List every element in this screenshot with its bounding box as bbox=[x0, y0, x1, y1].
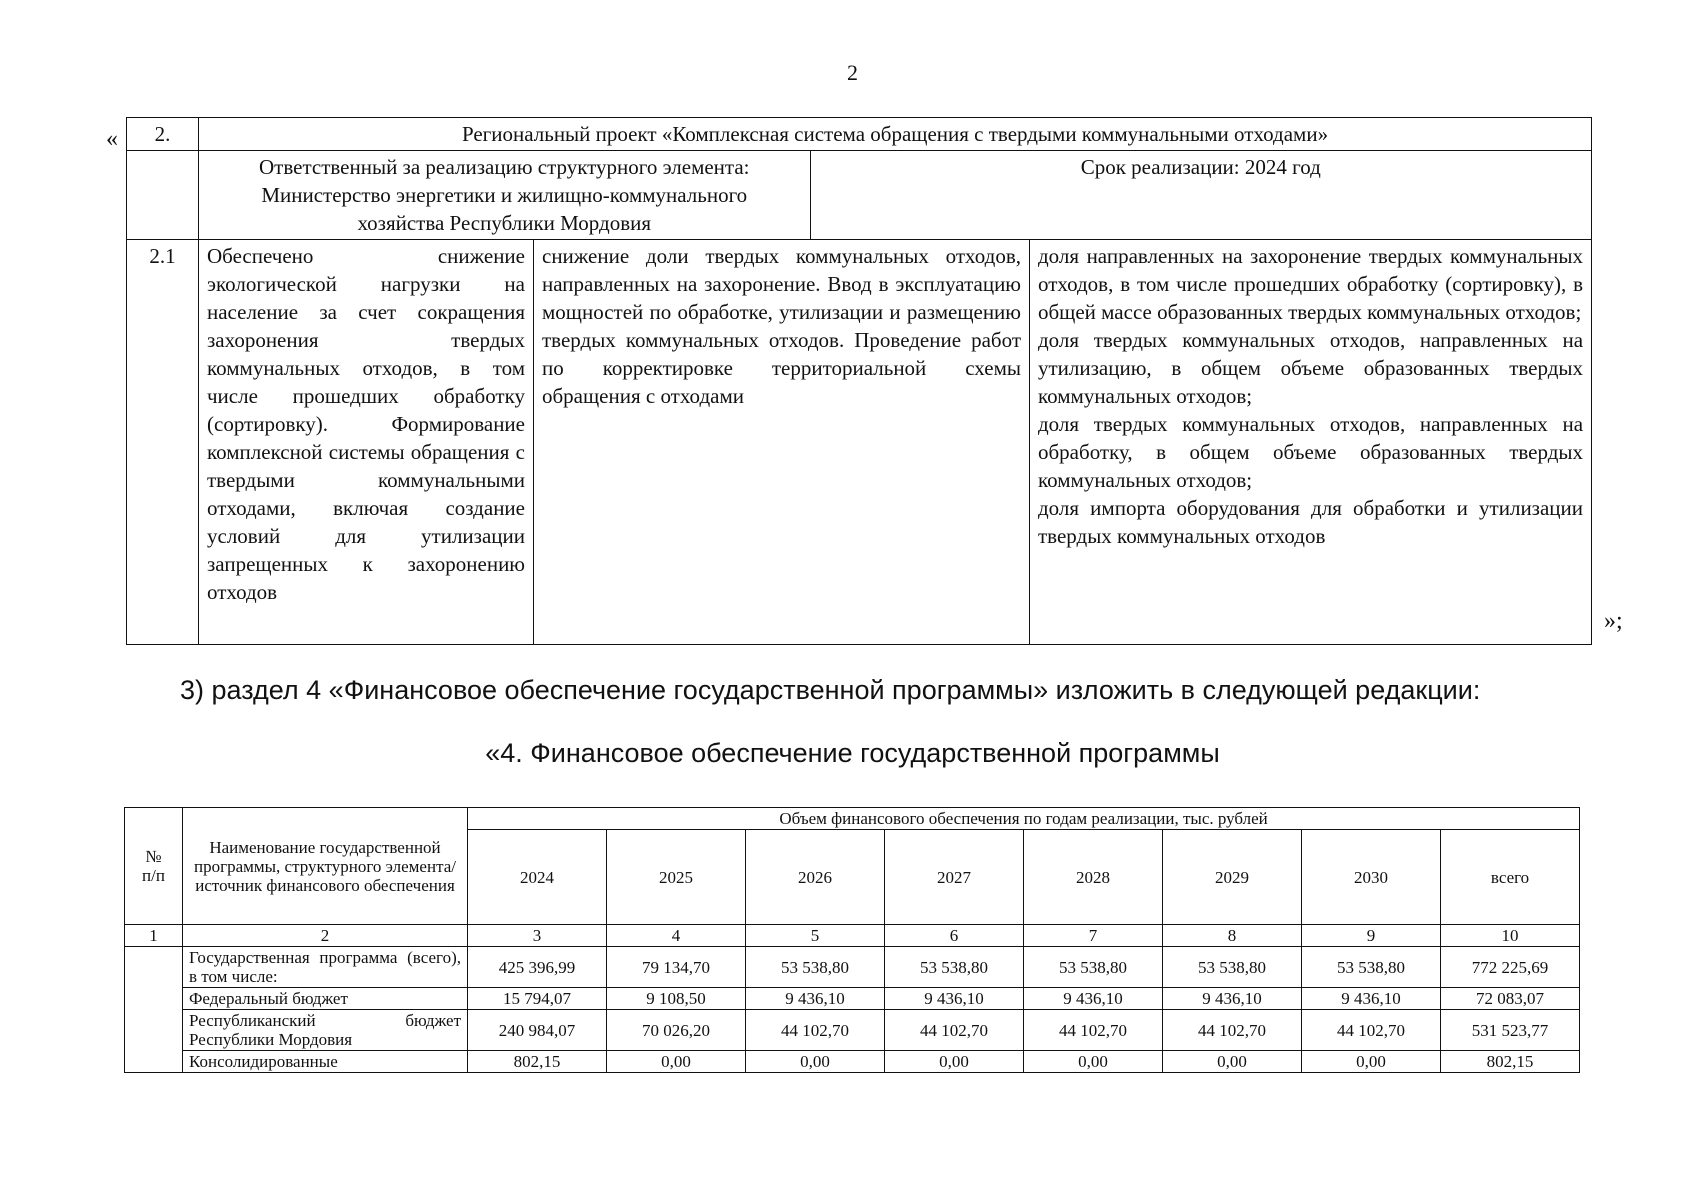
table-row bbox=[125, 988, 1580, 1010]
responsible-line-3: хозяйства Республики Мордовия bbox=[357, 211, 652, 235]
responsible-row bbox=[127, 151, 1592, 240]
header-number-line-1: № bbox=[145, 847, 162, 866]
year-header: 2024 bbox=[468, 830, 607, 925]
empty-cell bbox=[127, 151, 199, 240]
amendment-text: 3) раздел 4 «Финансовое обеспечение государственной программы» изложить в следующей редакции: bbox=[180, 675, 1481, 705]
year-header: 2026 bbox=[746, 830, 885, 925]
implementation-period: Срок реализации: 2024 год bbox=[1080, 155, 1321, 179]
indicator-item: доля импорта оборудования для обработки и утилизации твердых коммунальных отходов bbox=[1038, 496, 1584, 548]
value-cell: 9 436,10 bbox=[885, 988, 1024, 1010]
value-cell: 53 538,80 bbox=[1302, 947, 1441, 988]
project-number: 2. bbox=[127, 118, 199, 151]
value-cell: 53 538,80 bbox=[746, 947, 885, 988]
header-volume: Объем финансового обеспечения по годам реализации, тыс. рублей bbox=[468, 808, 1580, 830]
column-number: 1 bbox=[125, 925, 183, 947]
value-cell: 44 102,70 bbox=[746, 1010, 885, 1051]
value-cell: 15 794,07 bbox=[468, 988, 607, 1010]
column-number: 5 bbox=[746, 925, 885, 947]
value-cell: 53 538,80 bbox=[1163, 947, 1302, 988]
header-name: Наименование государственной программы, структурного элемента/источник финансового обеспечения bbox=[183, 808, 468, 925]
column-number: 4 bbox=[607, 925, 746, 947]
row-name: Консолидированные bbox=[183, 1051, 468, 1073]
column-numbers-row bbox=[125, 925, 1580, 947]
responsible-line-1: Ответственный за реализацию структурного элемента: bbox=[258, 155, 750, 179]
task-row bbox=[127, 240, 1592, 645]
value-cell: 802,15 bbox=[468, 1051, 607, 1073]
value-cell: 0,00 bbox=[1302, 1051, 1441, 1073]
project-table bbox=[126, 117, 1592, 645]
opening-quote: « bbox=[106, 126, 118, 152]
project-title: Региональный проект «Комплексная система обращения с твердыми коммунальными отходами» bbox=[199, 118, 1592, 151]
value-cell: 9 436,10 bbox=[1024, 988, 1163, 1010]
column-number: 9 bbox=[1302, 925, 1441, 947]
value-cell: 44 102,70 bbox=[1163, 1010, 1302, 1051]
finance-table bbox=[124, 807, 1580, 1073]
task-description: Обеспечено снижение экологической нагрузки на население за счет сокращения захоронения твердых коммунальных отходов, в том числе прошедших обработку (сортировку). Формирование комплексной системы обращения с твердыми коммунальными отходами, включая создание условий для утилизации запрещенных к захоронению отходов bbox=[199, 240, 534, 645]
task-number: 2.1 bbox=[127, 240, 199, 645]
task-indicators bbox=[1030, 240, 1592, 645]
finance-header-row bbox=[125, 808, 1580, 830]
column-number: 3 bbox=[468, 925, 607, 947]
value-cell: 53 538,80 bbox=[1024, 947, 1163, 988]
responsible-period-cell bbox=[199, 151, 1592, 240]
value-cell: 0,00 bbox=[885, 1051, 1024, 1073]
column-number: 8 bbox=[1163, 925, 1302, 947]
row-name: Федеральный бюджет bbox=[183, 988, 468, 1010]
closing-quote: »; bbox=[1604, 608, 1623, 634]
year-header: 2027 bbox=[885, 830, 1024, 925]
year-header: 2030 bbox=[1302, 830, 1441, 925]
value-cell: 9 436,10 bbox=[746, 988, 885, 1010]
header-number-line-2: п/п bbox=[142, 866, 165, 885]
value-cell: 44 102,70 bbox=[1024, 1010, 1163, 1051]
value-cell: 0,00 bbox=[1024, 1051, 1163, 1073]
value-cell: 79 134,70 bbox=[607, 947, 746, 988]
indicator-item: доля твердых коммунальных отходов, направленных на обработку, в общем объеме образованных твердых коммунальных отходов; bbox=[1038, 412, 1584, 492]
value-cell: 425 396,99 bbox=[468, 947, 607, 988]
header-number bbox=[125, 808, 183, 925]
column-number: 2 bbox=[183, 925, 468, 947]
column-number: 6 bbox=[885, 925, 1024, 947]
value-cell: 72 083,07 bbox=[1441, 988, 1580, 1010]
year-header: 2029 bbox=[1163, 830, 1302, 925]
column-number: 10 bbox=[1441, 925, 1580, 947]
value-cell: 0,00 bbox=[746, 1051, 885, 1073]
value-cell: 44 102,70 bbox=[885, 1010, 1024, 1051]
page-number: 2 bbox=[847, 60, 858, 85]
year-header: 2025 bbox=[607, 830, 746, 925]
responsible-line-2: Министерство энергетики и жилищно-коммунального bbox=[261, 183, 748, 207]
row-name: Государственная программа (всего), в том числе: bbox=[183, 947, 468, 988]
task-effects: снижение доли твердых коммунальных отходов, направленных на захоронение. Ввод в эксплуатацию мощностей по обработке, утилизации и размещению твердых коммунальных отходов. Проведение работ по корректировке территориальной схемы обращения с отходами bbox=[534, 240, 1030, 645]
table-row bbox=[125, 1010, 1580, 1051]
value-cell: 53 538,80 bbox=[885, 947, 1024, 988]
value-cell: 531 523,77 bbox=[1441, 1010, 1580, 1051]
table-row bbox=[125, 947, 1580, 988]
indicator-item: доля твердых коммунальных отходов, направленных на утилизацию, в общем объеме образованных твердых коммунальных отходов; bbox=[1038, 328, 1584, 408]
value-cell: 802,15 bbox=[1441, 1051, 1580, 1073]
section-heading: «4. Финансовое обеспечение государственной программы bbox=[485, 738, 1220, 768]
value-cell: 70 026,20 bbox=[607, 1010, 746, 1051]
value-cell: 9 436,10 bbox=[1302, 988, 1441, 1010]
project-title-row bbox=[127, 118, 1592, 151]
indicator-item: доля направленных на захоронение твердых коммунальных отходов, в том числе прошедших обработку (сортировку), в общей массе образованных твердых коммунальных отходов; bbox=[1038, 244, 1584, 324]
value-cell: 240 984,07 bbox=[468, 1010, 607, 1051]
responsible-text bbox=[199, 151, 810, 239]
total-header: всего bbox=[1441, 830, 1580, 925]
row-name: Республиканский бюджет Республики Мордовия bbox=[183, 1010, 468, 1051]
value-cell: 772 225,69 bbox=[1441, 947, 1580, 988]
value-cell: 0,00 bbox=[607, 1051, 746, 1073]
value-cell: 9 108,50 bbox=[607, 988, 746, 1010]
value-cell: 9 436,10 bbox=[1163, 988, 1302, 1010]
column-number: 7 bbox=[1024, 925, 1163, 947]
table-row bbox=[125, 1051, 1580, 1073]
row-number-cell bbox=[125, 947, 183, 1073]
value-cell: 0,00 bbox=[1163, 1051, 1302, 1073]
value-cell: 44 102,70 bbox=[1302, 1010, 1441, 1051]
year-header: 2028 bbox=[1024, 830, 1163, 925]
